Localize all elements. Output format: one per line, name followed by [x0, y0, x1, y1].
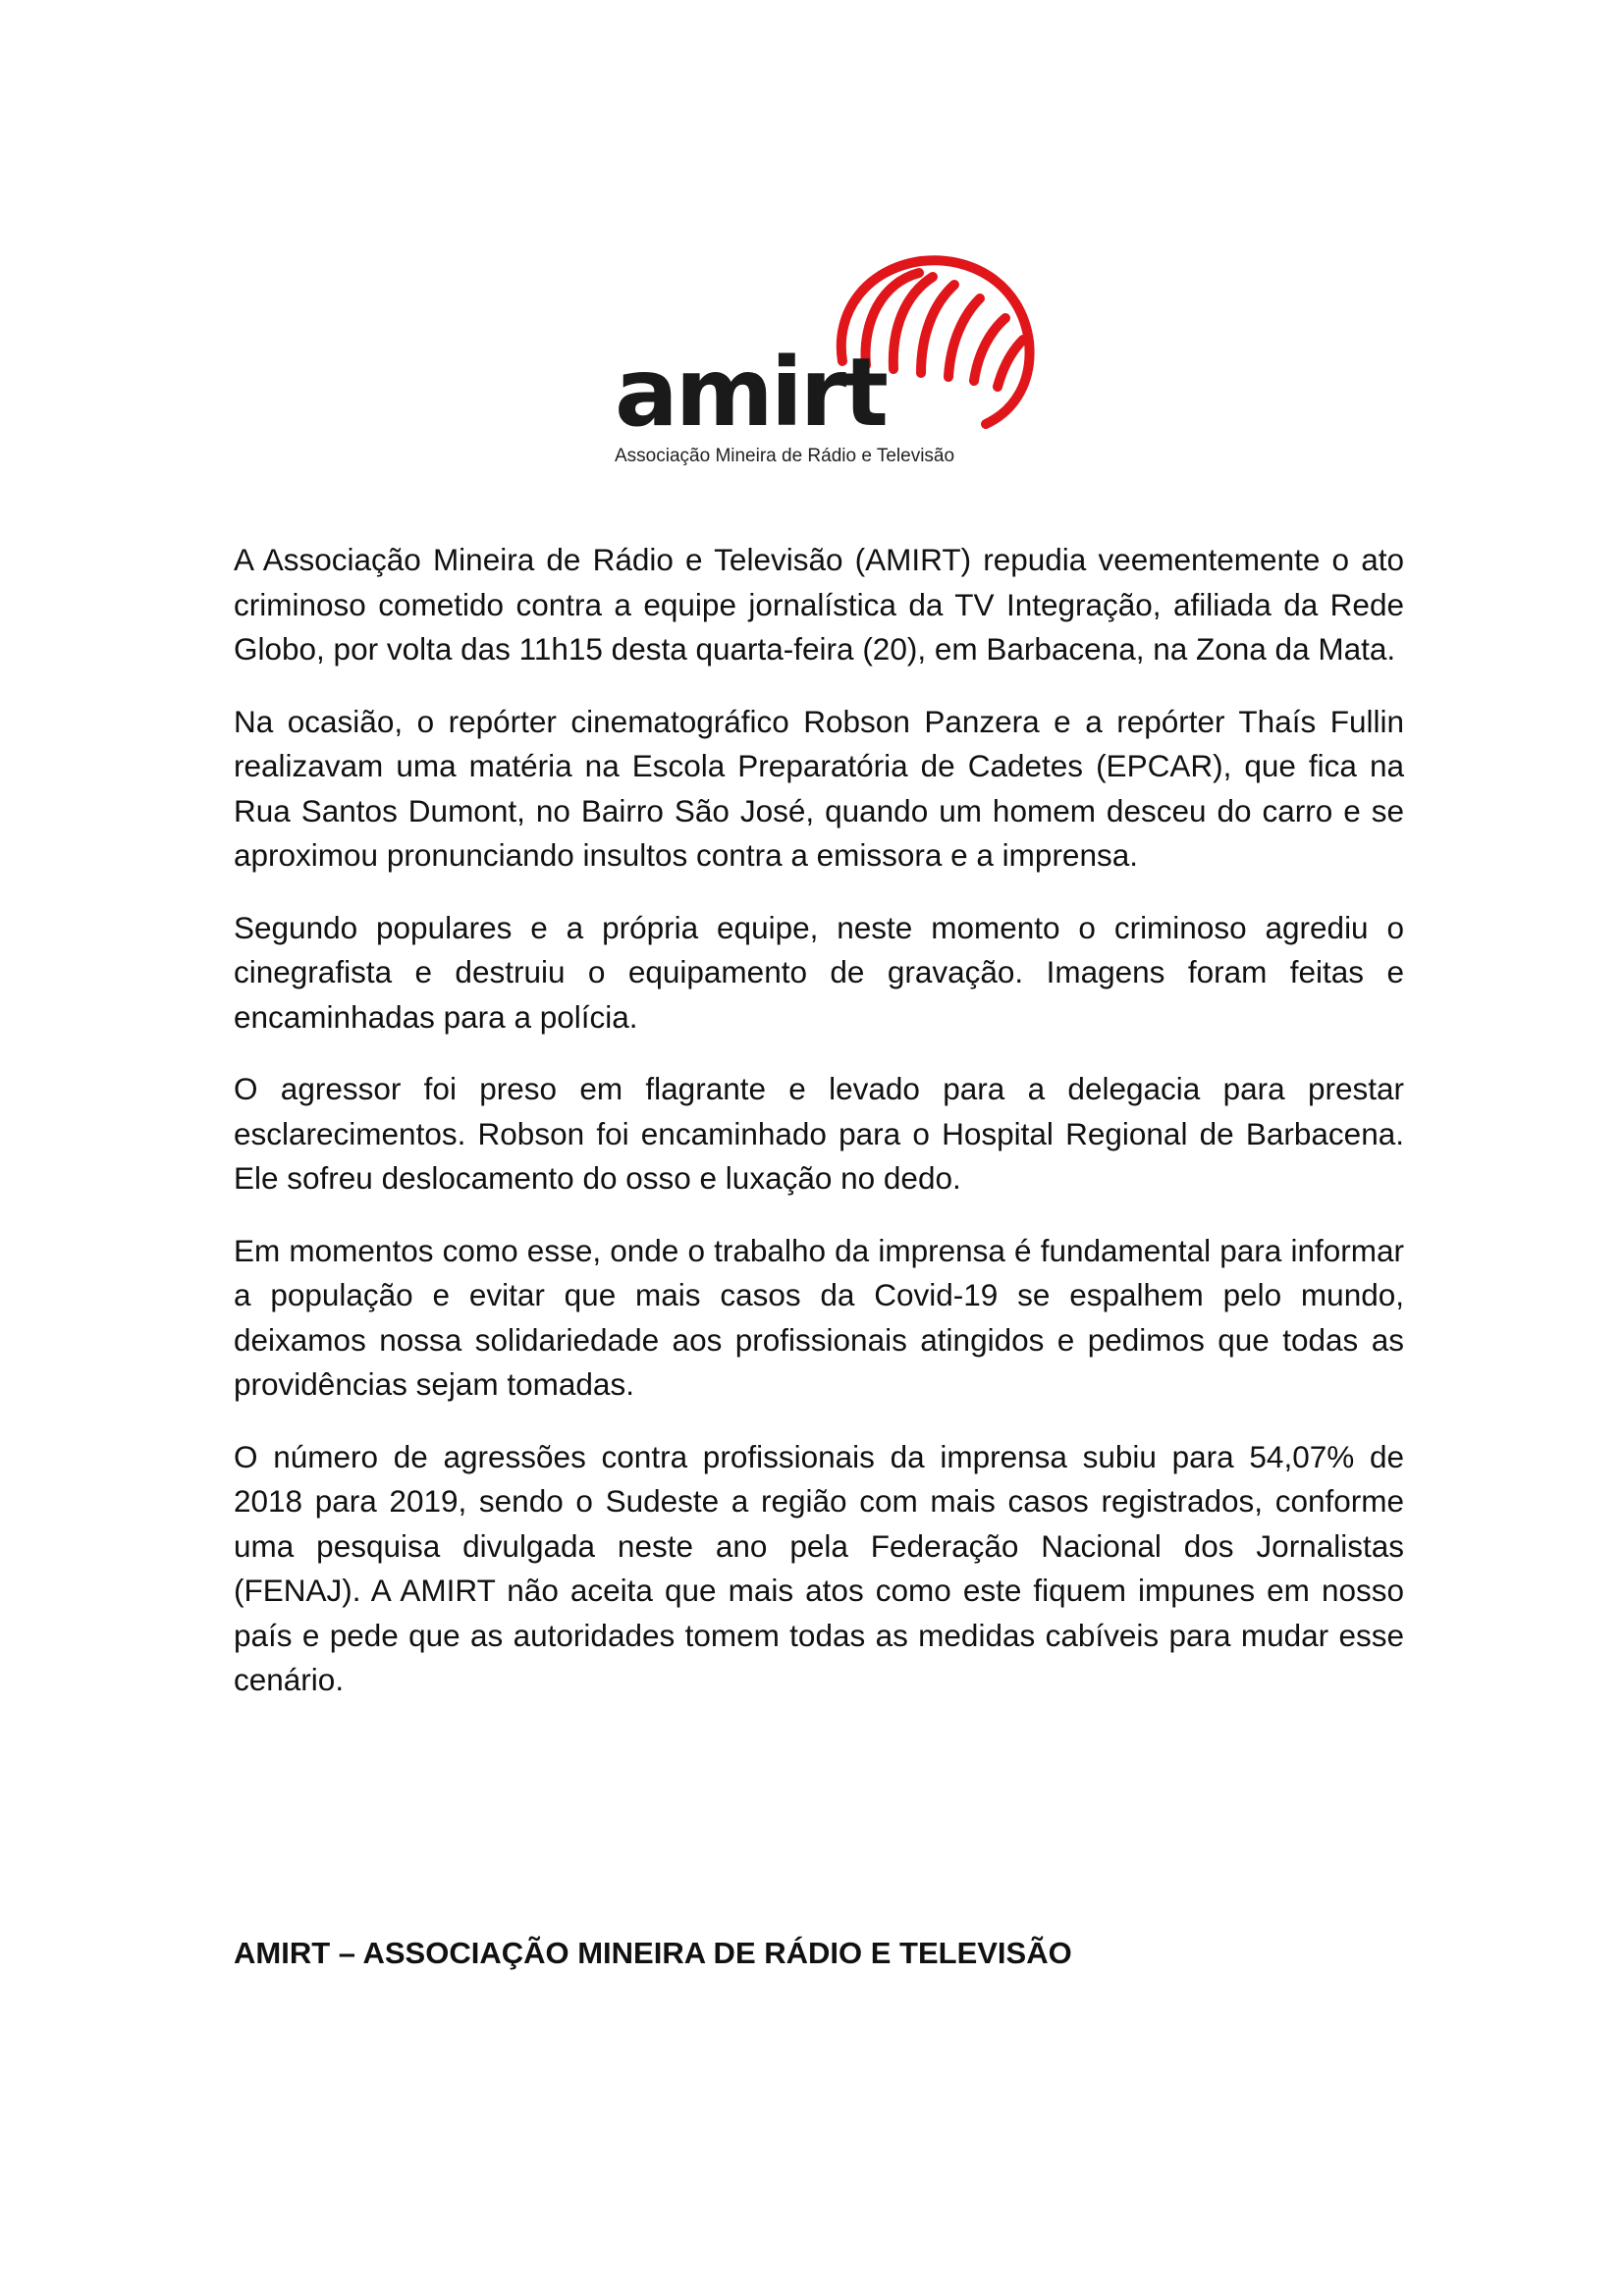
paragraph-4: O agressor foi preso em flagrante e levado para a delegacia para prestar esclarecimentos. Robson foi encaminhado para o Hospital Regional de Barbacena. Ele sofreu deslocamento do osso e luxação no dedo.	[234, 1071, 1404, 1196]
signature: AMIRT – ASSOCIAÇÃO MINEIRA DE RÁDIO E TELEVISÃO	[234, 1936, 1072, 1970]
paragraph-3: Segundo populares e a própria equipe, neste momento o criminoso agrediu o cinegrafista e destruiu o equipamento de gravação. Imagens foram feitas e encaminhadas para a polícia.	[234, 909, 1404, 1035]
logo-wordmark: amirt	[615, 338, 886, 448]
paragraph-5: Em momentos como esse, onde o trabalho da imprensa é fundamental para informar a população e evitar que mais casos da Covid-19 se espalhem pelo mundo, deixamos nossa solidariedade aos profissionais atingidos e pedimos que todas as providências sejam tomadas.	[234, 1232, 1404, 1402]
paragraph-6: O número de agressões contra profissionais da imprensa subiu para 54,07% de 2018 para 2019, sendo o Sudeste a região com mais casos registrados, conforme uma pesquisa divulgada neste ano pela Federação Nacional dos Jornalistas (FENAJ). A AMIRT não aceita que mais atos como este fiquem impunes em nosso país e pede que as autoridades tomem todas as medidas cabíveis para mudar esse cenário.	[234, 1438, 1404, 1697]
logo-tagline: Associação Mineira de Rádio e Televisão	[615, 446, 955, 466]
paragraph-1: A Associação Mineira de Rádio e Televisão (AMIRT) repudia veementemente o ato criminoso cometido contra a equipe jornalística da TV Integração, afiliada da Rede Globo, por volta das 11h15 desta quarta-feira (20), em Barbacena, na Zona da Mata.	[234, 542, 1404, 667]
paragraph-2: Na ocasião, o repórter cinematográfico Robson Panzera e a repórter Thaís Fullin realizavam uma matéria na Escola Preparatória de Cadetes (EPCAR), que fica na Rua Santos Dumont, no Bairro São José, quando um homem desceu do carro e se aproximou pronunciando insultos contra a emissora e a imprensa.	[234, 703, 1404, 873]
letter-body	[234, 538, 1404, 1731]
amirt-logo	[609, 243, 1041, 479]
